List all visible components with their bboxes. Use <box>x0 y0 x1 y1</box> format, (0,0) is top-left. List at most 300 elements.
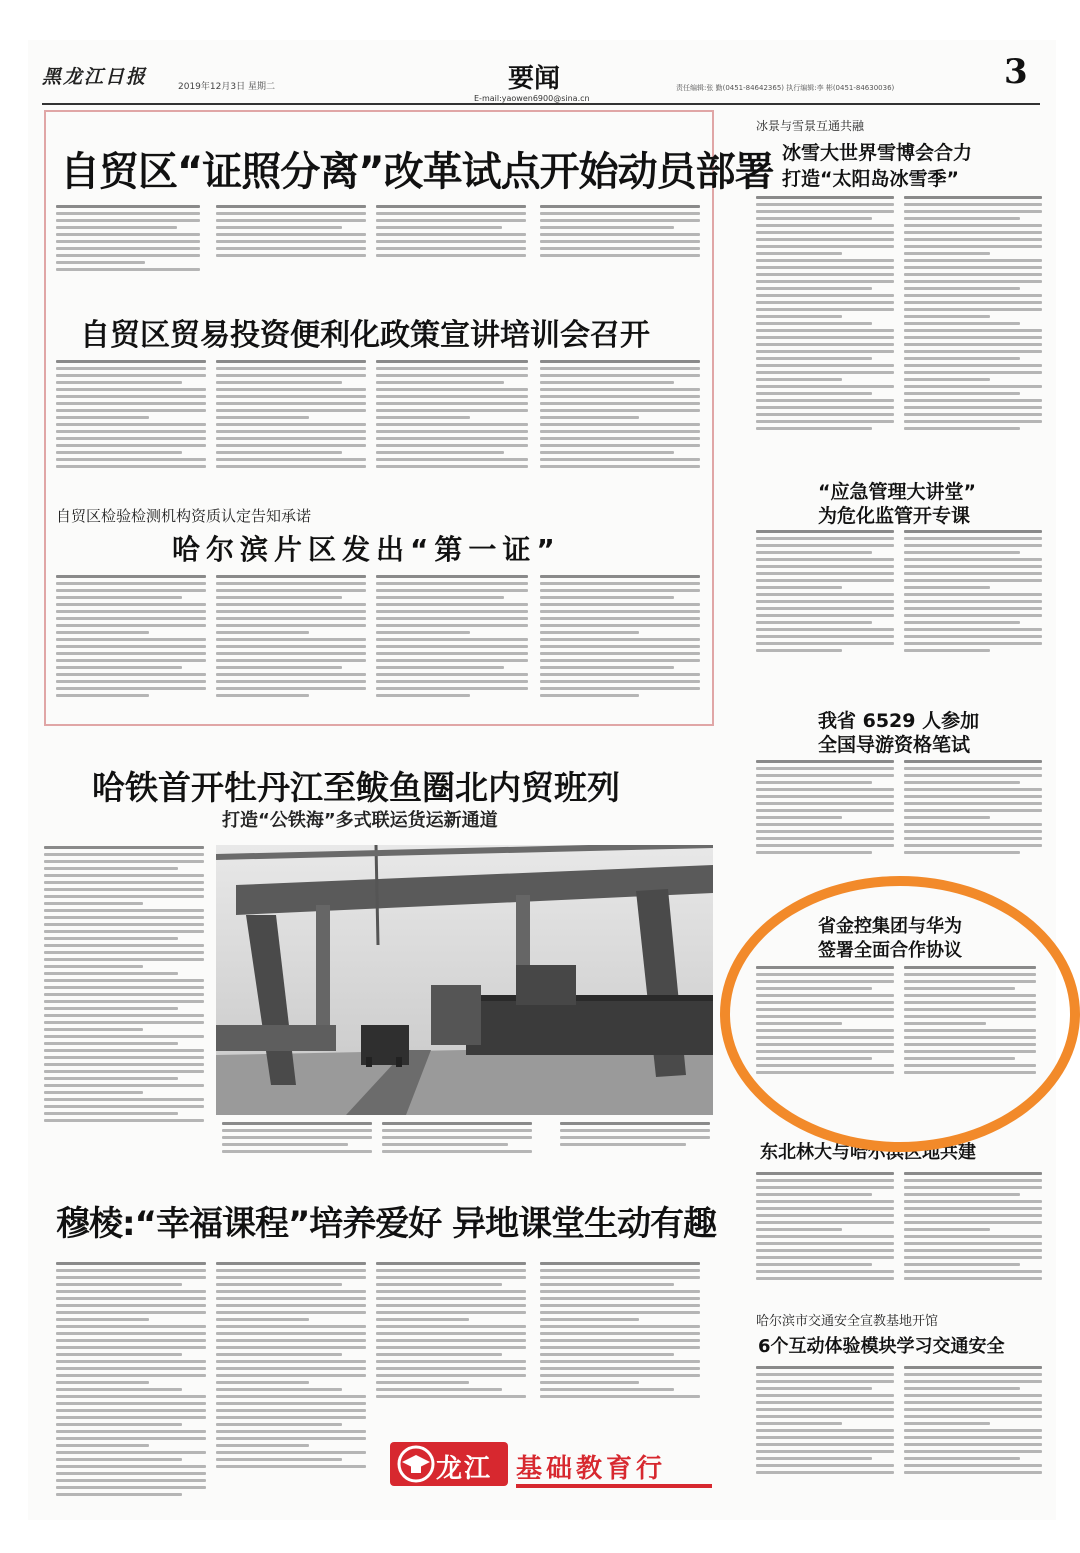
article-body-column <box>216 205 366 261</box>
sidebar-body-column <box>904 530 1042 656</box>
text-line <box>376 458 528 461</box>
masthead-rule <box>42 103 1040 105</box>
graduation-cap-icon <box>394 1442 438 1486</box>
text-line <box>56 1444 149 1447</box>
text-line <box>44 1000 204 1003</box>
text-line <box>376 652 528 655</box>
text-line <box>44 1007 178 1010</box>
text-line <box>756 1443 894 1446</box>
text-line <box>756 350 894 353</box>
article-body-column <box>56 575 206 701</box>
text-line <box>216 240 366 243</box>
text-line <box>756 537 894 540</box>
text-line <box>376 1262 526 1265</box>
text-line <box>56 638 206 641</box>
text-line <box>216 680 366 683</box>
text-line <box>904 586 990 589</box>
text-line <box>904 1221 1042 1224</box>
text-line <box>216 610 366 613</box>
text-line <box>904 1450 1042 1453</box>
text-line <box>382 1136 532 1139</box>
text-line <box>216 233 366 236</box>
text-line <box>382 1129 532 1132</box>
text-line <box>222 1150 372 1153</box>
text-line <box>756 273 894 276</box>
text-line <box>540 233 700 236</box>
text-line <box>216 1374 366 1377</box>
text-line <box>904 572 1042 575</box>
text-line <box>904 628 1042 631</box>
text-line <box>216 1339 366 1342</box>
text-line <box>904 558 1042 561</box>
text-line <box>756 1387 872 1390</box>
text-line <box>540 1381 639 1384</box>
article-body-column <box>376 360 528 472</box>
text-line <box>540 645 700 648</box>
text-line <box>756 1214 894 1217</box>
text-line <box>56 1346 206 1349</box>
text-line <box>904 1172 1042 1175</box>
text-line <box>376 610 528 613</box>
text-line <box>44 944 204 947</box>
text-line <box>56 645 206 648</box>
text-line <box>376 226 502 229</box>
text-line <box>56 1381 149 1384</box>
text-line <box>540 430 700 433</box>
text-line <box>540 652 700 655</box>
text-line <box>216 1465 366 1468</box>
text-line <box>904 1256 1042 1259</box>
text-line <box>904 301 1042 304</box>
text-line <box>44 874 204 877</box>
text-line <box>904 259 1042 262</box>
text-line <box>216 395 366 398</box>
text-line <box>382 1143 508 1146</box>
text-line <box>56 374 206 377</box>
text-line <box>756 635 894 638</box>
sidebar-headline: 全国导游资格笔试 <box>818 734 971 756</box>
text-line <box>376 381 504 384</box>
text-line <box>540 388 700 391</box>
text-line <box>904 788 1042 791</box>
article-headline: 哈铁首开牡丹江至鲅鱼圈北内贸班列 <box>92 768 620 807</box>
text-line <box>44 923 204 926</box>
text-line <box>904 642 1042 645</box>
text-line <box>904 350 1042 353</box>
text-line <box>560 1143 686 1146</box>
text-line <box>56 268 200 271</box>
text-line <box>56 673 206 676</box>
text-line <box>56 596 182 599</box>
text-line <box>376 1374 526 1377</box>
text-line <box>56 603 206 606</box>
text-line <box>56 1290 206 1293</box>
text-line <box>44 972 178 975</box>
text-line <box>904 196 1042 199</box>
text-line <box>376 638 528 641</box>
text-line <box>540 1395 700 1398</box>
text-line <box>56 1416 206 1419</box>
article-body-column <box>216 360 366 472</box>
text-line <box>540 1297 700 1300</box>
text-line <box>56 624 206 627</box>
text-line <box>56 1437 206 1440</box>
text-line <box>540 1269 700 1272</box>
sidebar-kicker: 冰景与雪景互通共融 <box>756 119 865 133</box>
text-line <box>216 582 366 585</box>
text-line <box>376 1353 502 1356</box>
text-line <box>376 1304 526 1307</box>
text-line <box>56 212 200 215</box>
text-line <box>376 437 528 440</box>
sidebar-body-column <box>756 196 894 434</box>
text-line <box>904 537 1042 540</box>
text-line <box>904 231 1042 234</box>
text-line <box>376 247 526 250</box>
text-line <box>540 458 700 461</box>
text-line <box>904 1415 1042 1418</box>
sidebar-headline: 东北林大与哈尔滨区地共建 <box>760 1142 976 1163</box>
text-line <box>56 437 206 440</box>
text-line <box>56 226 177 229</box>
banner-logo-text: 龙江 <box>436 1454 493 1484</box>
article-body-column <box>44 846 204 1126</box>
newspaper-logo: 黑龙江日报 <box>42 66 148 88</box>
text-line <box>756 572 894 575</box>
text-line <box>756 579 894 582</box>
text-line <box>904 1179 1042 1182</box>
text-line <box>904 1464 1042 1467</box>
photo-caption <box>560 1122 710 1150</box>
text-line <box>216 219 366 222</box>
text-line <box>376 624 528 627</box>
text-line <box>904 245 1042 248</box>
text-line <box>56 1395 206 1398</box>
text-line <box>56 1311 206 1314</box>
text-line <box>216 367 366 370</box>
text-line <box>540 624 700 627</box>
text-line <box>216 1262 366 1265</box>
text-line <box>904 1394 1042 1397</box>
text-line <box>540 603 700 606</box>
text-line <box>756 837 894 840</box>
text-line <box>376 1269 526 1272</box>
text-line <box>56 1493 182 1496</box>
text-line <box>756 1394 894 1397</box>
text-line <box>56 589 206 592</box>
text-line <box>756 642 894 645</box>
text-line <box>56 687 206 690</box>
text-line <box>376 254 526 257</box>
text-line <box>216 1381 309 1384</box>
text-line <box>216 226 342 229</box>
text-line <box>216 1325 366 1328</box>
text-line <box>216 402 366 405</box>
text-line <box>376 1381 469 1384</box>
text-line <box>904 1193 1020 1196</box>
text-line <box>216 254 366 257</box>
text-line <box>56 261 145 264</box>
text-line <box>756 392 872 395</box>
text-line <box>904 308 1042 311</box>
text-line <box>904 315 990 318</box>
text-line <box>756 586 842 589</box>
text-line <box>540 631 639 634</box>
text-line <box>44 1021 204 1024</box>
section-email: E-mail:yaowen6900@sina.cn <box>474 94 590 103</box>
text-line <box>540 596 674 599</box>
text-line <box>540 423 700 426</box>
text-line <box>44 937 178 940</box>
text-line <box>56 1458 182 1461</box>
text-line <box>216 1276 366 1279</box>
text-line <box>216 430 366 433</box>
text-line <box>56 1409 206 1412</box>
text-line <box>222 1122 372 1125</box>
text-line <box>540 465 700 468</box>
text-line <box>756 1263 872 1266</box>
text-line <box>376 423 528 426</box>
text-line <box>540 395 700 398</box>
text-line <box>56 247 200 250</box>
text-line <box>756 238 894 241</box>
text-line <box>56 1451 206 1454</box>
text-line <box>756 245 894 248</box>
article-headline: 哈尔滨片区发出“第一证” <box>172 533 561 566</box>
text-line <box>376 596 504 599</box>
text-line <box>216 631 309 634</box>
text-line <box>756 399 894 402</box>
text-line <box>540 1304 700 1307</box>
text-line <box>540 659 700 662</box>
text-line <box>216 596 342 599</box>
text-line <box>904 1443 1042 1446</box>
text-line <box>756 203 894 206</box>
text-line <box>376 465 528 468</box>
text-line <box>540 687 700 690</box>
text-line <box>44 965 143 968</box>
text-line <box>376 582 528 585</box>
text-line <box>376 603 528 606</box>
text-line <box>216 1353 342 1356</box>
sidebar-kicker: 哈尔滨市交通安全宣教基地开馆 <box>756 1314 939 1329</box>
text-line <box>216 687 366 690</box>
text-line <box>904 1429 1042 1432</box>
sidebar-body-column <box>904 196 1042 434</box>
text-line <box>904 1422 990 1425</box>
text-line <box>540 254 700 257</box>
text-line <box>56 430 206 433</box>
text-line <box>216 652 366 655</box>
text-line <box>376 409 528 412</box>
text-line <box>56 610 206 613</box>
text-line <box>540 451 674 454</box>
text-line <box>756 614 894 617</box>
text-line <box>56 1339 206 1342</box>
text-line <box>376 374 528 377</box>
text-line <box>904 294 1042 297</box>
sidebar-body-column <box>904 760 1042 858</box>
text-line <box>222 1136 372 1139</box>
text-line <box>540 694 639 697</box>
text-line <box>904 1387 1020 1390</box>
text-line <box>756 1249 894 1252</box>
text-line <box>56 631 149 634</box>
text-line <box>540 1283 674 1286</box>
text-line <box>540 666 674 669</box>
sidebar-headline: 打造“太阳岛冰雪季” <box>782 168 959 190</box>
text-line <box>756 1228 842 1231</box>
text-line <box>216 374 366 377</box>
text-line <box>56 409 206 412</box>
text-line <box>540 240 700 243</box>
text-line <box>756 420 894 423</box>
text-line <box>904 420 1042 423</box>
text-line <box>216 1346 366 1349</box>
text-line <box>376 694 470 697</box>
text-line <box>904 830 1042 833</box>
text-line <box>44 930 204 933</box>
text-line <box>216 1430 366 1433</box>
text-line <box>540 1262 700 1265</box>
text-line <box>904 1200 1042 1203</box>
text-line <box>216 416 309 419</box>
text-line <box>756 329 894 332</box>
text-line <box>216 1395 366 1398</box>
text-line <box>44 888 204 891</box>
article-body-column <box>56 205 200 275</box>
text-line <box>540 680 700 683</box>
text-line <box>904 1186 1042 1189</box>
text-line <box>756 315 842 318</box>
text-line <box>376 416 470 419</box>
text-line <box>376 680 528 683</box>
text-line <box>56 1360 206 1363</box>
sidebar-body-column <box>756 1172 894 1284</box>
text-line <box>56 666 182 669</box>
article-body-column <box>540 575 700 701</box>
text-line <box>216 381 342 384</box>
text-line <box>540 374 700 377</box>
text-line <box>904 399 1042 402</box>
text-line <box>56 205 200 208</box>
text-line <box>756 788 894 791</box>
text-line <box>376 1346 526 1349</box>
text-line <box>756 1457 872 1460</box>
text-line <box>756 621 872 624</box>
text-line <box>904 210 1042 213</box>
text-line <box>44 853 204 856</box>
text-line <box>44 916 204 919</box>
photo-caption <box>222 1122 372 1157</box>
photo-caption <box>382 1122 532 1157</box>
text-line <box>904 336 1042 339</box>
article-body-column <box>540 1262 700 1402</box>
text-line <box>56 367 206 370</box>
text-line <box>376 212 526 215</box>
text-line <box>904 1270 1042 1273</box>
text-line <box>56 1325 206 1328</box>
text-line <box>756 427 872 430</box>
text-line <box>216 423 366 426</box>
text-line <box>216 458 366 461</box>
text-line <box>756 1179 894 1182</box>
text-line <box>56 388 206 391</box>
text-line <box>904 1436 1042 1439</box>
text-line <box>904 565 1042 568</box>
text-line <box>44 951 204 954</box>
text-line <box>904 273 1042 276</box>
text-line <box>904 1457 1020 1460</box>
text-line <box>376 589 528 592</box>
text-line <box>216 1290 366 1293</box>
text-line <box>216 437 366 440</box>
text-line <box>44 1091 143 1094</box>
text-line <box>756 1380 894 1383</box>
article-body-column <box>216 575 366 701</box>
text-line <box>540 1374 700 1377</box>
text-line <box>376 1276 526 1279</box>
text-line <box>540 402 700 405</box>
text-line <box>216 1437 366 1440</box>
text-line <box>56 254 200 257</box>
text-line <box>756 259 894 262</box>
text-line <box>56 233 200 236</box>
text-line <box>540 1367 700 1370</box>
text-line <box>756 802 894 805</box>
text-line <box>56 575 206 578</box>
text-line <box>216 673 366 676</box>
text-line <box>216 1360 366 1363</box>
text-line <box>904 607 1042 610</box>
text-line <box>904 266 1042 269</box>
article-kicker: 自贸区检验检测机构资质认定告知承诺 <box>56 507 312 525</box>
text-line <box>904 406 1042 409</box>
text-line <box>216 624 366 627</box>
text-line <box>540 212 700 215</box>
text-line <box>756 364 894 367</box>
text-line <box>904 217 1020 220</box>
text-line <box>540 673 700 676</box>
text-line <box>56 1276 206 1279</box>
text-line <box>540 247 700 250</box>
text-line <box>904 774 1042 777</box>
text-line <box>216 1458 342 1461</box>
text-line <box>756 196 894 199</box>
text-line <box>904 1263 1020 1266</box>
text-line <box>376 1283 502 1286</box>
text-line <box>216 617 366 620</box>
text-line <box>540 1290 700 1293</box>
text-line <box>376 1297 526 1300</box>
text-line <box>216 645 366 648</box>
text-line <box>756 308 894 311</box>
text-line <box>56 659 206 662</box>
text-line <box>756 1464 894 1467</box>
text-line <box>382 1150 532 1153</box>
text-line <box>56 652 206 655</box>
text-line <box>376 1395 526 1398</box>
text-line <box>56 1374 206 1377</box>
text-line <box>904 579 1042 582</box>
text-line <box>756 1415 894 1418</box>
text-line <box>56 1318 149 1321</box>
article-body-column <box>216 1262 366 1472</box>
issue-date: 2019年12月3日 星期二 <box>178 82 275 92</box>
text-line <box>904 1277 1042 1280</box>
text-line <box>376 1339 526 1342</box>
text-line <box>756 322 872 325</box>
